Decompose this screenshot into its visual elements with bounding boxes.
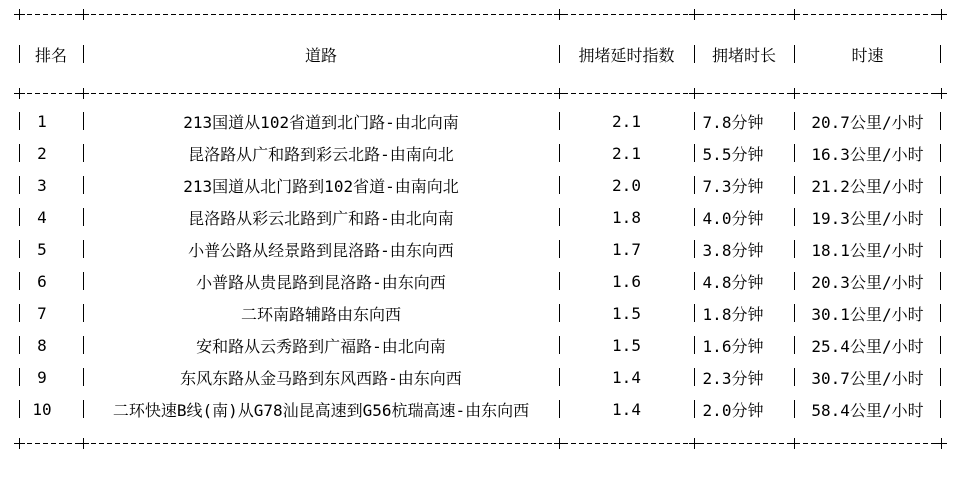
road-cell: 213国道从102省道到北门路-由北向南 [83, 105, 559, 137]
index-cell: 1.7 [559, 233, 694, 265]
rank-cell: 1 [19, 105, 83, 137]
border-intersection [789, 438, 800, 449]
road-cell: 昆洛路从广和路到彩云北路-由南向北 [83, 137, 559, 169]
speed-cell: 21.2公里/小时 [794, 169, 941, 201]
table-header-row [19, 15, 941, 93]
table-row [19, 297, 941, 329]
border-intersection [936, 88, 947, 99]
rank-cell: 6 [19, 265, 83, 297]
duration-cell: 2.0分钟 [694, 393, 794, 425]
index-cell: 2.1 [559, 105, 694, 137]
speed-cell: 19.3公里/小时 [794, 201, 941, 233]
speed-cell: 18.1公里/小时 [794, 233, 941, 265]
border-intersection [789, 88, 800, 99]
duration-cell: 7.3分钟 [694, 169, 794, 201]
duration-cell: 7.8分钟 [694, 105, 794, 137]
column-header-index: 拥堵延时指数 [559, 15, 694, 93]
index-cell: 1.4 [559, 393, 694, 425]
border-intersection [689, 88, 700, 99]
duration-cell: 3.8分钟 [694, 233, 794, 265]
duration-cell: 4.0分钟 [694, 201, 794, 233]
index-cell: 2.0 [559, 169, 694, 201]
column-header-duration: 拥堵时长 [694, 15, 794, 93]
duration-cell: 1.6分钟 [694, 329, 794, 361]
index-cell: 1.6 [559, 265, 694, 297]
border-intersection [78, 438, 89, 449]
index-cell: 1.8 [559, 201, 694, 233]
speed-cell: 25.4公里/小时 [794, 329, 941, 361]
duration-cell: 5.5分钟 [694, 137, 794, 169]
speed-cell: 58.4公里/小时 [794, 393, 941, 425]
road-cell: 昆洛路从彩云北路到广和路-由北向南 [83, 201, 559, 233]
duration-cell: 2.3分钟 [694, 361, 794, 393]
road-cell: 小普路从贵昆路到昆洛路-由东向西 [83, 265, 559, 297]
rank-cell: 3 [19, 169, 83, 201]
border-intersection [14, 88, 25, 99]
border-intersection [554, 88, 565, 99]
border-intersection [78, 88, 89, 99]
table-row [19, 361, 941, 393]
table-border-bottom [19, 443, 941, 444]
road-cell: 安和路从云秀路到广福路-由北向南 [83, 329, 559, 361]
road-cell: 213国道从北门路到102省道-由南向北 [83, 169, 559, 201]
speed-cell: 30.7公里/小时 [794, 361, 941, 393]
rank-cell: 4 [19, 201, 83, 233]
column-header-rank: 排名 [19, 15, 83, 93]
table-row [19, 329, 941, 361]
rank-cell: 10 [19, 393, 83, 425]
border-intersection [14, 438, 25, 449]
duration-cell: 4.8分钟 [694, 265, 794, 297]
index-cell: 1.4 [559, 361, 694, 393]
duration-cell: 1.8分钟 [694, 297, 794, 329]
table-row [19, 233, 941, 265]
road-cell: 小普公路从经景路到昆洛路-由东向西 [83, 233, 559, 265]
table-row [19, 169, 941, 201]
border-intersection [554, 438, 565, 449]
road-cell: 东风东路从金马路到东风西路-由东向西 [83, 361, 559, 393]
border-intersection [689, 438, 700, 449]
index-cell: 1.5 [559, 329, 694, 361]
table-row [19, 137, 941, 169]
border-intersection [936, 438, 947, 449]
traffic-congestion-ranking-table [19, 14, 941, 444]
index-cell: 2.1 [559, 137, 694, 169]
road-cell: 二环快速B线(南)从G78汕昆高速到G56杭瑞高速-由东向西 [83, 393, 559, 425]
speed-cell: 20.3公里/小时 [794, 265, 941, 297]
column-header-road: 道路 [83, 15, 559, 93]
speed-cell: 30.1公里/小时 [794, 297, 941, 329]
table-body [19, 94, 941, 443]
table-row [19, 105, 941, 137]
speed-cell: 16.3公里/小时 [794, 137, 941, 169]
table-border-middle [19, 93, 941, 94]
rank-cell: 9 [19, 361, 83, 393]
table-row [19, 393, 941, 425]
road-cell: 二环南路辅路由东向西 [83, 297, 559, 329]
table-row [19, 265, 941, 297]
speed-cell: 20.7公里/小时 [794, 105, 941, 137]
rank-cell: 5 [19, 233, 83, 265]
table-row [19, 201, 941, 233]
rank-cell: 8 [19, 329, 83, 361]
column-header-speed: 时速 [794, 15, 941, 93]
index-cell: 1.5 [559, 297, 694, 329]
rank-cell: 2 [19, 137, 83, 169]
rank-cell: 7 [19, 297, 83, 329]
